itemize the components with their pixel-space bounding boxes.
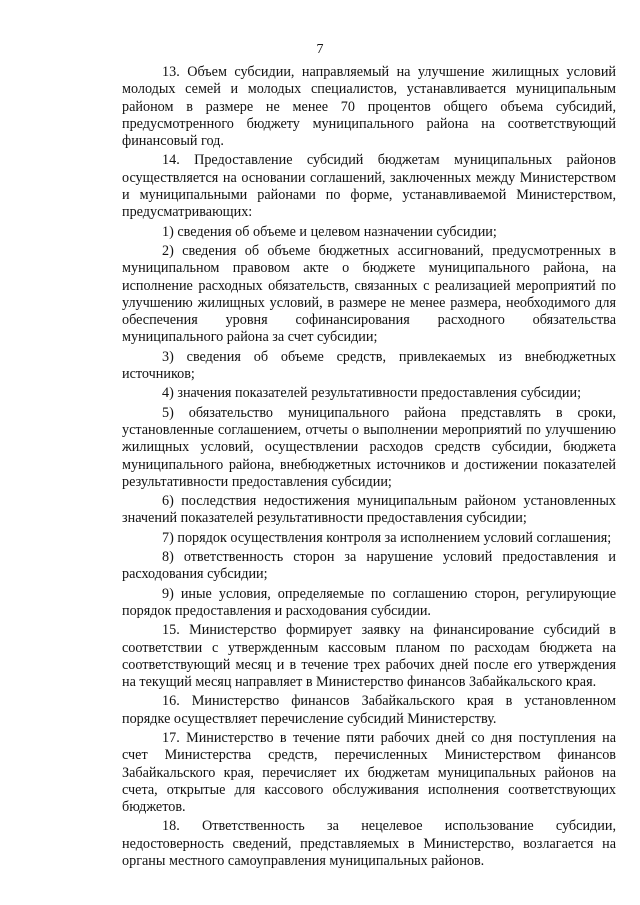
list-item-8: 8) ответственность сторон за нарушение условий предоставления и расходования субсидии; [122,549,616,583]
list-item-5: 5) обязательство муниципального района представлять в сроки, установленные соглашением, отчеты о выполнении мероприятий по улучшению жилищных условий, осуществлении расходов средств субсидии, бюджета муниципального района, внебюджетных источников и достижении показателей результативности предоставления субсидии; [122,404,616,490]
paragraph-17: 17. Министерство в течение пяти рабочих дней со дня поступления на счет Министерства средств, перечисленных Министерством финансов Забайкальского края, перечисляет их бюджетам муниципальных районов на счета, открытые для кассового обслуживания исполнения соответствующих бюджетов. [122,729,616,816]
list-item-2: 2) сведения об объеме бюджетных ассигнований, предусмотренных в муниципальном правовом акте о бюджете муниципального района, на исполнение расходных обязательств, связанных с реализацией мероприятий по улучшению жилищных условий, в размере не менее размера, необходимого для обеспечения уровня софинансирования расходного обязательства муниципального района за счет субсидии; [122,242,616,346]
list-item-7: 7) порядок осуществления контроля за исполнением условий соглашения; [162,529,612,546]
page-number: 7 [316,42,324,57]
list-item-9: 9) иные условия, определяемые по соглашению сторон, регулирующие порядок предоставления и расходования субсидии. [122,585,616,619]
paragraph-16: 16. Министерство финансов Забайкальского края в установленном порядке осуществляет перечисление субсидий Министерству. [122,693,616,727]
document-body [122,64,616,872]
paragraph-18: 18. Ответственность за нецелевое использование субсидии, недостоверность сведений, представляемых в Министерство, возлагается на органы местного самоуправления муниципальных районов. [122,818,616,870]
list-item-4: 4) значения показателей результативности предоставления субсидии; [162,385,582,402]
paragraph-14: 14. Предоставление субсидий бюджетам муниципальных районов осуществляется на основании соглашений, заключенных между Министерством и муниципальными районами по форме, устанавливаемой Министерством, предусматривающих: [122,152,616,221]
list-item-1: 1) сведения об объеме и целевом назначении субсидии; [162,223,497,240]
paragraph-13: 13. Объем субсидии, направляемый на улучшение жилищных условий молодых семей и молодых специалистов, устанавливается муниципальным районом в размере не менее 70 процентов общего объема субсидий, предусмотренного бюджету муниципального района на соответствующий финансовый год. [122,64,616,150]
paragraph-15: 15. Министерство формирует заявку на финансирование субсидий в соответствии с утвержденным кассовым планом по расходам бюджета на соответствующий месяц и в течение трех рабочих дней после его утверждения на текущий месяц направляет в Министерство финансов Забайкальского края. [122,622,616,691]
list-item-6: 6) последствия недостижения муниципальным районом установленных значений показателей результативности предоставления субсидии; [122,493,616,527]
list-item-3: 3) сведения об объеме средств, привлекаемых из внебюджетных источников; [122,348,616,383]
